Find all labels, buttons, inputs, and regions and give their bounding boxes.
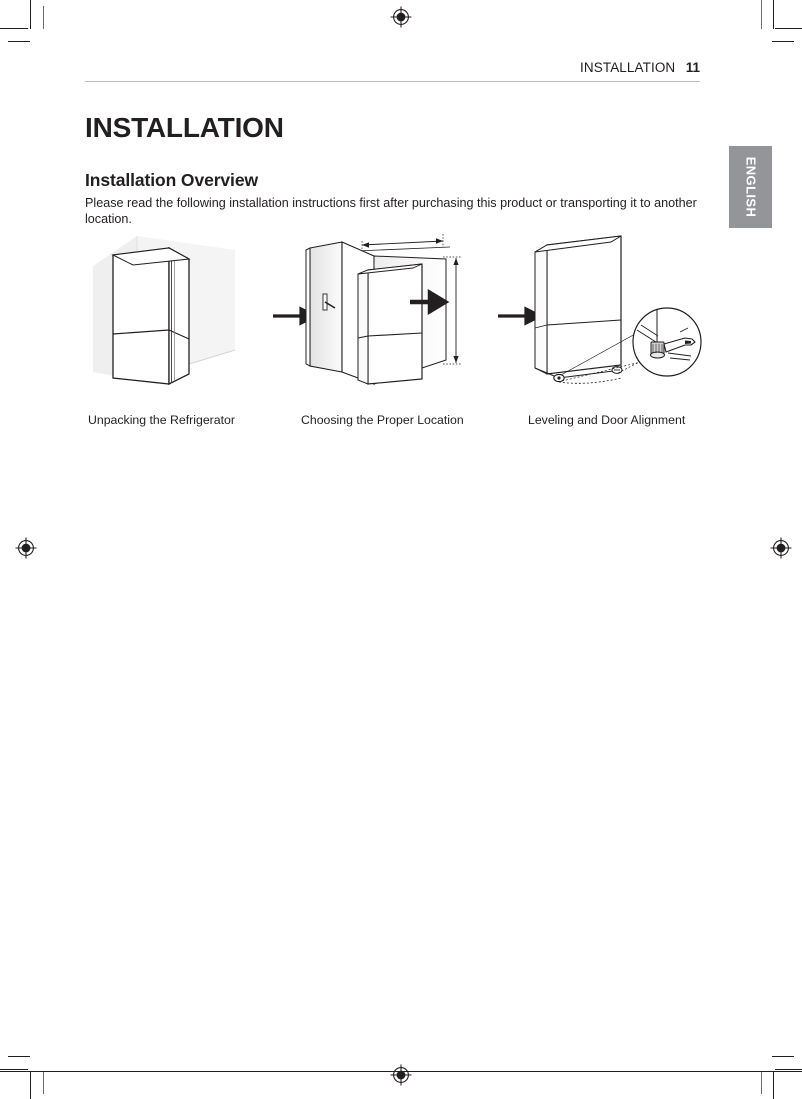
crop-mark-vertical bbox=[773, 1071, 774, 1099]
crop-mark-horizontal-inner bbox=[8, 1056, 30, 1057]
refrigerator-in-corner-icon bbox=[85, 232, 270, 392]
registration-mark-right-middle bbox=[770, 537, 792, 559]
crop-mark-horizontal bbox=[775, 1069, 802, 1070]
overview-step-3-caption: Leveling and Door Alignment bbox=[528, 413, 686, 427]
crop-mark-vertical-inner bbox=[761, 1071, 762, 1094]
refrigerator-through-doorway-icon bbox=[298, 232, 483, 392]
overview-step-2-caption: Choosing the Proper Location bbox=[301, 413, 464, 427]
crop-mark-horizontal-inner bbox=[772, 41, 794, 42]
overview-step-1-caption: Unpacking the Refrigerator bbox=[88, 413, 235, 427]
overview-step-3 bbox=[525, 232, 710, 447]
registration-mark-left-middle bbox=[15, 537, 37, 559]
language-tab-label: ENGLISH bbox=[743, 156, 758, 218]
page-number: 11 bbox=[685, 60, 700, 75]
crop-mark-vertical bbox=[773, 0, 774, 29]
crop-mark-vertical bbox=[30, 1071, 31, 1099]
registration-mark-top-center bbox=[390, 6, 412, 28]
overview-step-2 bbox=[298, 232, 483, 447]
section-heading: Installation Overview bbox=[85, 169, 258, 190]
installation-overview-flow bbox=[85, 232, 703, 447]
overview-step-1 bbox=[85, 232, 270, 447]
crop-mark-vertical-inner bbox=[43, 6, 44, 29]
crop-mark-horizontal-inner bbox=[8, 41, 30, 42]
intro-paragraph: Please read the following installation instructions first after purchasing this product or transporting it to another location. bbox=[85, 195, 697, 227]
crop-mark-vertical-inner bbox=[761, 0, 762, 29]
page-title: INSTALLATION bbox=[85, 111, 284, 143]
header-divider bbox=[85, 81, 700, 82]
crop-mark-horizontal bbox=[0, 1069, 28, 1070]
running-header-title: INSTALLATION bbox=[580, 60, 676, 75]
crop-mark-horizontal-inner bbox=[772, 1056, 794, 1057]
crop-mark-horizontal bbox=[0, 28, 28, 29]
registration-mark-bottom-center bbox=[390, 1064, 412, 1086]
crop-mark-horizontal bbox=[775, 28, 802, 29]
language-tab bbox=[729, 146, 772, 228]
crop-mark-vertical bbox=[30, 0, 31, 29]
crop-mark-vertical-inner bbox=[43, 1071, 44, 1094]
refrigerator-leveling-leg-wrench-icon bbox=[525, 232, 710, 392]
running-header bbox=[85, 59, 700, 77]
